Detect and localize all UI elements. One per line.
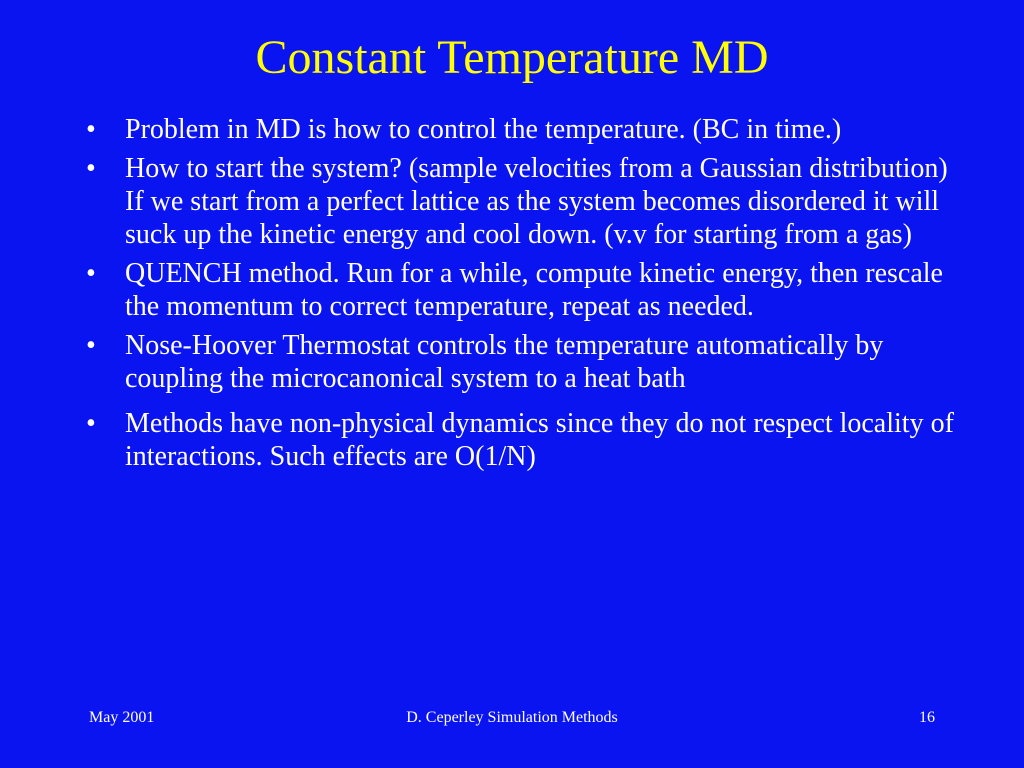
- bullet-dot-icon: •: [86, 330, 96, 361]
- bullet-text: Methods have non-physical dynamics since they do not respect locality of interactions. Such effects are O(1/N): [125, 408, 954, 472]
- bullet-dot-icon: •: [86, 258, 96, 289]
- footer-date: May 2001: [89, 709, 155, 726]
- footer-page-number: 16: [919, 709, 935, 726]
- bullet-item: [86, 113, 966, 146]
- slide-title: Constant Temperature MD: [255, 31, 769, 84]
- bullet-dot-icon: •: [86, 114, 96, 145]
- bullet-item: [86, 407, 966, 473]
- bullet-text: How to start the system? (sample velocities from a Gaussian distribution) If we start from a perfect lattice as the system becomes disordered it will suck up the kinetic energy and cool down. (v.v for starting from a gas): [125, 153, 948, 250]
- footer-author-course: D. Ceperley Simulation Methods: [406, 709, 618, 726]
- bullet-dot-icon: •: [86, 153, 96, 184]
- bullet-item: [86, 257, 966, 323]
- bullet-item: [86, 329, 966, 395]
- bullet-item: [86, 152, 966, 251]
- bullet-text: Nose-Hoover Thermostat controls the temperature automatically by coupling the microcanonical system to a heat bath: [125, 330, 884, 394]
- bullet-text: Problem in MD is how to control the temperature. (BC in time.): [125, 114, 842, 145]
- bullet-dot-icon: •: [86, 408, 96, 439]
- bullet-list: [86, 113, 966, 479]
- bullet-text: QUENCH method. Run for a while, compute kinetic energy, then rescale the momentum to correct temperature, repeat as needed.: [125, 258, 943, 322]
